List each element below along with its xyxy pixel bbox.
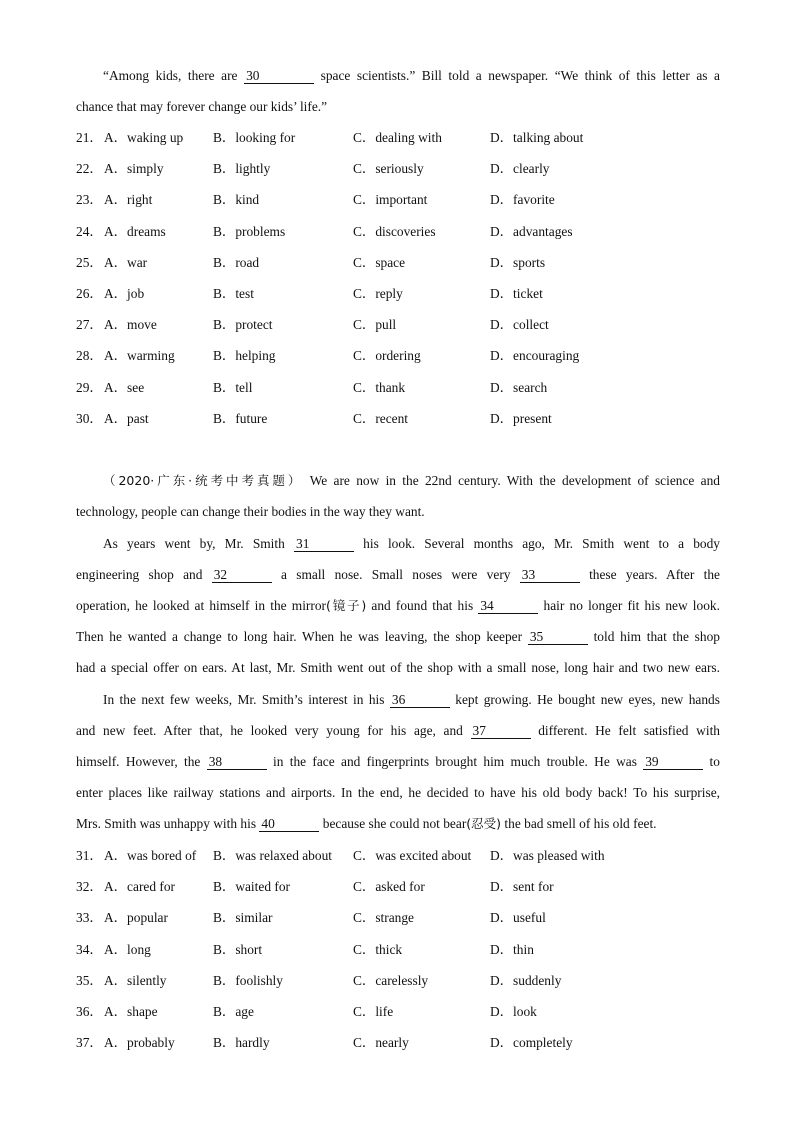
text: different. He felt satisfied with <box>538 723 720 738</box>
question-number: 32． <box>76 879 103 895</box>
option-b[interactable]: B．future <box>213 410 268 426</box>
option-c[interactable]: C．recent <box>353 410 409 426</box>
option-a[interactable]: A．was bored of <box>104 848 197 863</box>
option-d[interactable]: D．encouraging <box>490 348 580 364</box>
blank-40: 40 <box>259 816 319 832</box>
text: in the face and fingerprints brought him much trouble. He was <box>273 754 637 769</box>
intro-line-1 <box>103 67 720 85</box>
option-d[interactable]: D．suddenly <box>490 972 562 988</box>
text: Mrs. Smith was unhappy with his <box>76 816 257 831</box>
option-b[interactable]: B．short <box>213 941 263 957</box>
option-c[interactable]: C．strange <box>353 910 414 926</box>
question-number: 33． <box>76 910 103 926</box>
option-c[interactable]: C．life <box>353 1004 394 1019</box>
option-d[interactable]: D．ticket <box>490 286 543 301</box>
option-a[interactable]: A．long <box>104 941 151 957</box>
text: engineering shop and <box>76 567 203 582</box>
blank-37: 37 <box>471 723 531 739</box>
text: and new feet. After that, he looked very young for his age, and <box>76 723 463 738</box>
option-a[interactable]: A．dreams <box>104 223 166 239</box>
passage-line-9 <box>76 722 720 740</box>
question-number: 36． <box>76 1004 103 1019</box>
option-a[interactable]: A．probably <box>104 1035 175 1051</box>
option-c[interactable]: C．thank <box>353 379 406 395</box>
text: In the next few weeks, Mr. Smith’s interest in his <box>103 692 385 707</box>
blank-34: 34 <box>478 598 538 614</box>
text: told him that the shop <box>593 629 720 644</box>
question-number: 30． <box>76 410 103 426</box>
option-d[interactable]: D．thin <box>490 941 534 957</box>
blank-31: 31 <box>294 536 354 552</box>
text: and found that his <box>371 598 474 613</box>
option-c[interactable]: C．space <box>353 254 406 270</box>
passage-line-7: had a special offer on ears. At last, Mr. Smith went out of the shop with a small nose, long hair and two new ears. <box>76 660 720 675</box>
option-d[interactable]: D．advantages <box>490 223 573 239</box>
gloss-bear: (忍受) <box>466 816 502 831</box>
question-number: 31． <box>76 848 103 863</box>
text: operation, he looked at himself in the mirror <box>76 598 326 613</box>
option-c[interactable]: C．important <box>353 192 428 208</box>
option-a[interactable]: A．waking up <box>104 130 184 145</box>
option-a[interactable]: A．job <box>104 286 145 301</box>
option-c[interactable]: C．seriously <box>353 161 424 177</box>
option-a[interactable]: A．warming <box>104 348 175 364</box>
passage-line-8 <box>103 691 720 709</box>
blank-30: 30 <box>244 68 314 84</box>
blank-35: 35 <box>528 629 588 645</box>
blank-39: 39 <box>643 754 703 770</box>
text: because she could not bear <box>322 816 467 831</box>
option-c[interactable]: C．carelessly <box>353 972 429 988</box>
passage-line-11: enter places like railway stations and airports. In the end, he decided to have his old body back! To his surprise, <box>76 785 720 800</box>
option-c[interactable]: C．nearly <box>353 1035 409 1051</box>
option-c[interactable]: C．reply <box>353 286 403 301</box>
text: space scientists.” Bill told a newspaper. “We think of this letter as a <box>320 68 720 83</box>
question-number: 34． <box>76 941 103 957</box>
text: to <box>709 754 720 769</box>
option-b[interactable]: B．road <box>213 254 260 270</box>
option-b[interactable]: B．test <box>213 286 254 301</box>
question-number: 28． <box>76 348 103 364</box>
question-number: 23． <box>76 192 103 208</box>
option-b[interactable]: B．waited for <box>213 879 290 895</box>
option-d[interactable]: D．clearly <box>490 161 550 177</box>
option-d[interactable]: D．sports <box>490 254 546 270</box>
option-b[interactable]: B．protect <box>213 317 273 333</box>
option-d[interactable]: D．was pleased with <box>490 848 605 863</box>
option-d[interactable]: D．present <box>490 410 552 426</box>
option-c[interactable]: C．asked for <box>353 879 425 895</box>
blank-36: 36 <box>390 692 450 708</box>
option-b[interactable]: B．was relaxed about <box>213 848 332 863</box>
option-a[interactable]: A．silently <box>104 972 167 988</box>
text: the bad smell of his old feet. <box>504 816 657 831</box>
question-number: 37． <box>76 1035 103 1051</box>
text: himself. However, the <box>76 754 201 769</box>
question-number: 35． <box>76 972 103 988</box>
option-b[interactable]: B．age <box>213 1004 254 1019</box>
text: a small nose. Small noses were very <box>281 567 511 582</box>
option-c[interactable]: C．thick <box>353 941 403 957</box>
option-a[interactable]: A．move <box>104 317 157 333</box>
text: As years went by, Mr. Smith <box>103 536 285 551</box>
passage-line-3 <box>103 535 720 553</box>
option-c[interactable]: C．discoveries <box>353 223 436 239</box>
passage-line-2: technology, people can change their bodies in the way they want. <box>76 504 425 519</box>
text: his look. Several months ago, Mr. Smith went to a body <box>363 536 720 551</box>
option-a[interactable]: A．past <box>104 410 149 426</box>
option-b[interactable]: B．helping <box>213 348 276 364</box>
gloss-mirror: (镜子) <box>326 598 367 613</box>
option-a[interactable]: A．right <box>104 192 153 208</box>
option-a[interactable]: A．shape <box>104 1004 158 1019</box>
option-c[interactable]: C．ordering <box>353 348 421 364</box>
passage-line-6 <box>76 628 720 646</box>
text: kept growing. He bought new eyes, new hands <box>455 692 720 707</box>
passage-line-4 <box>76 566 720 584</box>
text: “Among kids, there are <box>103 68 238 83</box>
intro-line-2: chance that may forever change our kids’ life.” <box>76 99 328 114</box>
text: hair no longer fit his new look. <box>543 598 720 613</box>
option-d[interactable]: D．look <box>490 1004 537 1019</box>
text: these years. After the <box>589 567 720 582</box>
option-a[interactable]: A．cared for <box>104 879 176 895</box>
option-a[interactable]: A．simply <box>104 161 164 177</box>
option-a[interactable]: A．see <box>104 379 145 395</box>
option-d[interactable]: D．search <box>490 379 548 395</box>
question-number: 27． <box>76 317 103 333</box>
option-a[interactable]: A．war <box>104 254 148 270</box>
option-b[interactable]: B．looking for <box>213 130 296 145</box>
option-d[interactable]: D．sent for <box>490 879 554 895</box>
blank-32: 32 <box>212 567 272 583</box>
text: We are now in the 22nd century. With the development of science and <box>309 473 720 488</box>
question-number: 29． <box>76 379 103 395</box>
option-c[interactable]: C．was excited about <box>353 848 472 863</box>
option-b[interactable]: B．foolishly <box>213 972 283 988</box>
option-a[interactable]: A．popular <box>104 910 168 926</box>
question-number: 26． <box>76 286 103 301</box>
blank-33: 33 <box>520 567 580 583</box>
passage-line-1 <box>103 472 720 490</box>
option-b[interactable]: B．hardly <box>213 1035 270 1051</box>
passage-line-10 <box>76 753 720 771</box>
option-b[interactable]: B．tell <box>213 379 253 395</box>
passage-line-12 <box>76 815 720 833</box>
option-b[interactable]: B．kind <box>213 192 260 208</box>
option-b[interactable]: B．similar <box>213 910 273 926</box>
option-d[interactable]: D．favorite <box>490 192 555 208</box>
source-tag: （2020·广东·统考中考真题） <box>103 473 304 488</box>
option-d[interactable]: D．useful <box>490 910 546 926</box>
question-number: 21． <box>76 130 103 145</box>
text: Then he wanted a change to long hair. When he was leaving, the shop keeper <box>76 629 523 644</box>
option-c[interactable]: C．pull <box>353 317 397 333</box>
option-d[interactable]: D．completely <box>490 1035 573 1051</box>
option-d[interactable]: D．collect <box>490 317 549 333</box>
question-number: 25． <box>76 254 103 270</box>
question-number: 22． <box>76 161 103 177</box>
option-b[interactable]: B．problems <box>213 223 286 239</box>
passage-line-5 <box>76 597 720 615</box>
option-d[interactable]: D．talking about <box>490 130 584 145</box>
question-number: 24． <box>76 223 103 239</box>
option-b[interactable]: B．lightly <box>213 161 271 177</box>
option-c[interactable]: C．dealing with <box>353 130 442 145</box>
blank-38: 38 <box>207 754 267 770</box>
